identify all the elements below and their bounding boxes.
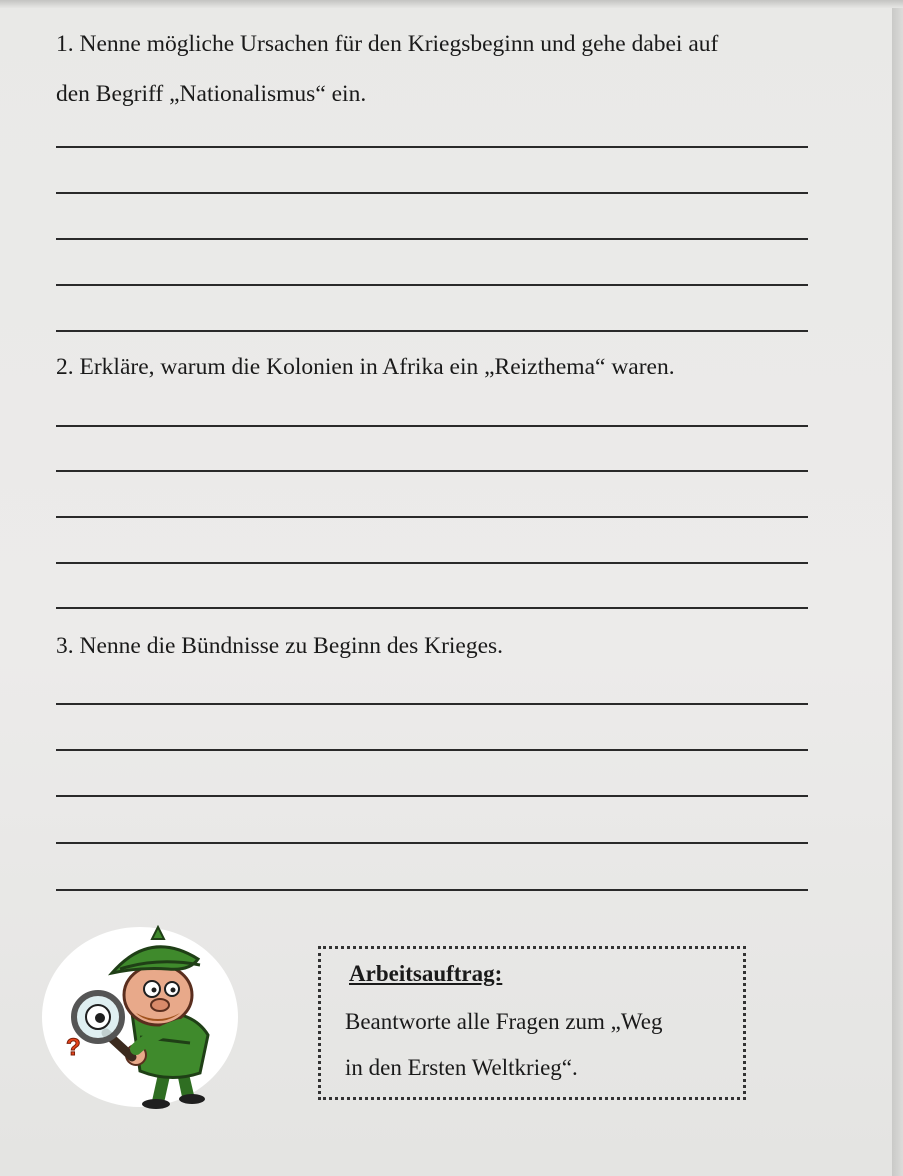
- answer-line[interactable]: [56, 516, 808, 518]
- answer-line[interactable]: [56, 562, 808, 564]
- answer-line[interactable]: [56, 842, 808, 844]
- question-1-line-1: 1. Nenne mögliche Ursachen für den Kriegsbeginn und gehe dabei auf: [56, 31, 719, 57]
- answer-line[interactable]: [56, 889, 808, 891]
- answer-line[interactable]: [56, 470, 808, 472]
- answer-line[interactable]: [56, 425, 808, 427]
- answer-line[interactable]: [56, 192, 808, 194]
- task-text-line-1: Beantworte alle Fragen zum „Weg: [345, 1009, 663, 1034]
- answer-line[interactable]: [56, 330, 808, 332]
- answer-line[interactable]: [56, 146, 808, 148]
- question-3: 3. Nenne die Bündnisse zu Beginn des Krieges.: [56, 633, 504, 659]
- task-text-line-2: in den Ersten Weltkrieg“.: [345, 1055, 578, 1080]
- answer-line[interactable]: [56, 607, 808, 609]
- answer-line[interactable]: [56, 795, 808, 797]
- answer-line[interactable]: [56, 238, 808, 240]
- task-title: Arbeitsauftrag:: [349, 961, 503, 986]
- question-2: 2. Erkläre, warum die Kolonien in Afrika ein „Reizthema“ waren.: [56, 354, 675, 380]
- task-box: [318, 946, 746, 1100]
- question-mark-icon: ?: [66, 1034, 81, 1061]
- answer-line[interactable]: [56, 749, 808, 751]
- detective-with-magnifier-icon: [40, 925, 240, 1110]
- answer-line[interactable]: [56, 703, 808, 705]
- question-1-line-2: den Begriff „Nationalismus“ ein.: [56, 81, 367, 107]
- page-edge: [892, 0, 903, 1176]
- answer-line[interactable]: [56, 284, 808, 286]
- page-edge: [0, 0, 903, 8]
